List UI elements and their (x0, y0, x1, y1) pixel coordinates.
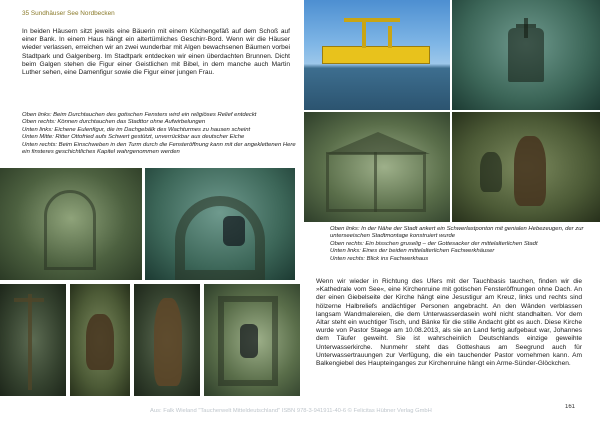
right-caption-block (330, 226, 592, 270)
left-caption-block (22, 112, 302, 162)
photo-city-gate (145, 168, 295, 280)
photo-knight-figure (134, 284, 200, 396)
photo-gallows (0, 284, 66, 396)
caption-bottom-right: Unten rechts: Beim Einschweben in den Turm durch die Fensteröffnung kann mit der angeklettenen Here ein finsteres geschichtliches Kapitel wahrgenommen werden (22, 141, 296, 156)
photo-tower-window (204, 284, 300, 396)
caption-r-top-left: Oben links: In der Nähe der Stadt ankert ein Schwerlastponton mit genialen Hebezeugen, der zur unterseeischen Stadtmontage konstruiert wurde (330, 226, 584, 240)
caption-r-bottom-right: Unten rechts: Blick ins Fachwerkhaus (330, 255, 429, 262)
caption-r-top-right: Oben rechts: Ein bisschen gruselig – der Gottesacker der mittelalterlichen Stadt (330, 240, 538, 247)
photo-owl-figure (70, 284, 130, 396)
photo-gothic-window (0, 168, 142, 280)
caption-bottom-left: Unten links: Eichene Eulenfigur, die im Dachgebälk des Wachturmes zu hausen scheint (22, 126, 251, 133)
caption-bottom-middle: Unten Mitte: Ritter Ottofried aufs Schwert gestützt, unverrückbar aus deutscher Eiche (22, 134, 245, 141)
footer-credit: Aus: Falk Wieland "Taucherwelt Mitteldeutschland" ISBN 978-3-941911-40-6 © Felicitas Hübner Verlag GmbH (150, 408, 432, 414)
photo-house-interior (452, 112, 600, 222)
photo-timber-house (304, 112, 450, 222)
page-number: 161 (565, 404, 576, 410)
photo-graveyard (452, 0, 600, 110)
photo-pontoon (304, 0, 450, 110)
caption-top-left: Oben links: Beim Durchtauchen des gotischen Fensters wird ein religiöses Relief entdeckt (22, 112, 257, 118)
right-body-paragraph: Wenn wir wieder in Richtung des Ufers mit der Tauchbasis tauchen, finden wir die »Kathedrale vom See«, eine Kirchenruine mit gotischen Fensteröffnungen ohne Dach. An der einen Giebelseite der Kirche hängt eine Jesustigur am Kreuz, links und rechts sind hölzerne Halbreliefs andächtiger Personen angebracht. An den Wänden verblassen langsam Wandmalereien, die dem Unterwasserdasein wohl nicht standhalten. Vor dem Altar steht ein wuchtiger Tisch, und Bänke für die stille Andacht gibt es auch. Diese Kirche wurde von Pastor Staege am 10.08.2013, als sie an Land fertig aufgebaut war, Johannes dem Täufer geweiht. Sie ist wahrscheinlich Deutschlands einzige geweihte Unterwasserkirche. Nunmehr steht das Gotteshaus am Seegrund auch für Unterwassertrauungen zur Verfügung, die ein tauchender Pastor vornehmen kann. Am Balkengiebel des Haupteinganges zur Kirchenruine hängt ein Arme-Sünder-Glöckchen. (316, 278, 582, 368)
chapter-heading: 35 Sundhäuser See Nordbecken (22, 10, 115, 17)
caption-top-right: Oben rechts: Können durchtauchen das Stadttor ohne Aufwirbelungen (22, 119, 206, 126)
caption-r-bottom-left: Unten links: Eines der beiden mittelalterlichen Fachwerkhäuser (330, 248, 495, 255)
left-body-paragraph: In beiden Häusern sitzt jeweils eine Bäuerin mit einem Küchengefäß auf dem Schoß auf einer Bank. In einem Haus hängt ein altertümliches Geschirr-Bord. Wenn wir die Häuser wieder verlassen, erreichen wir an zwei wunderbar mit Algen bewachsenen Bäumen vorbei Stadtpark und Galgenberg. Im Stadtpark entdecken wir einen überdachten Brunnen. Dicht beim Galgen stehen die Figur einer Geistlichen mit Bibel, in dem manche auch Martin Luther sehen, eine Damenfigur sowie die Figur einer jungen Frau. (22, 28, 290, 77)
